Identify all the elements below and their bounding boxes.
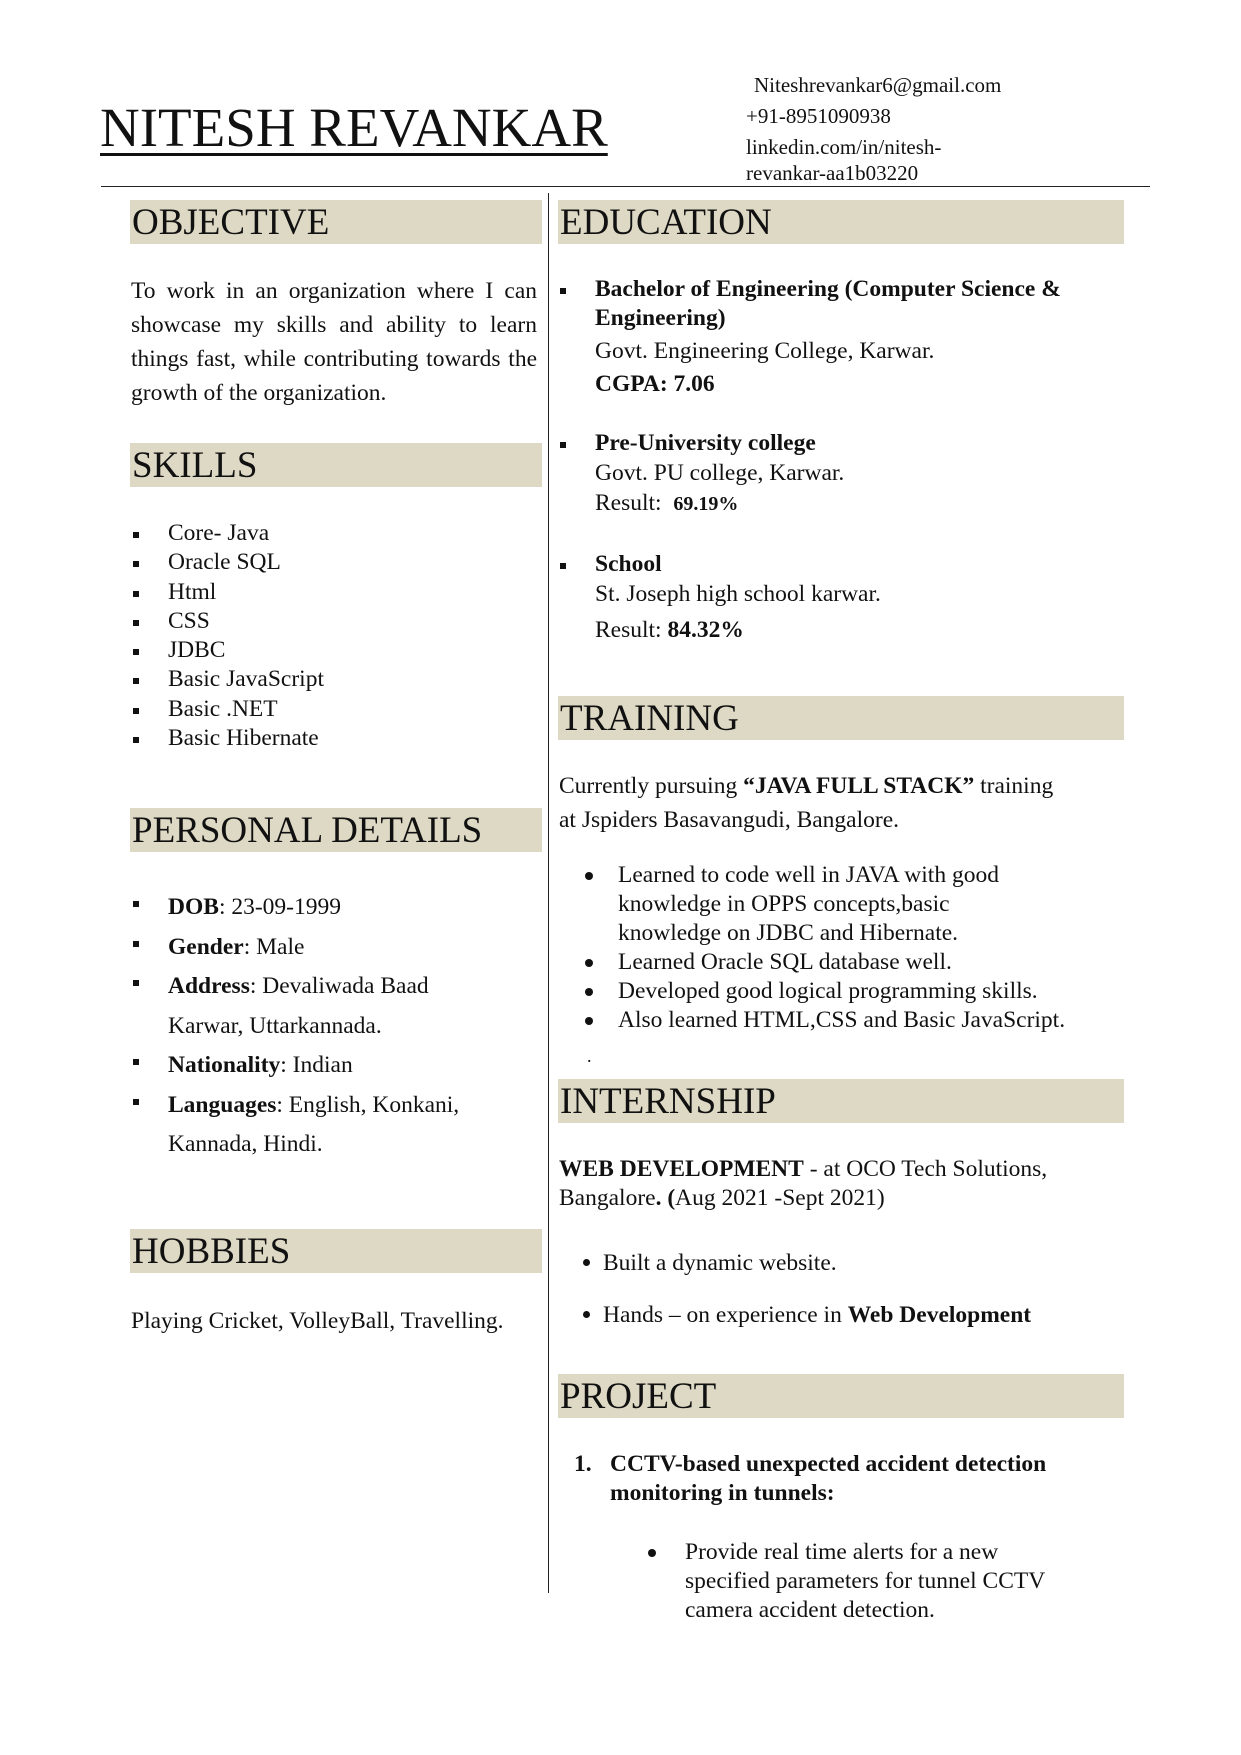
project-number: 1. (574, 1451, 592, 1477)
email-text: Niteshrevankar6@gmail.com (754, 73, 1002, 97)
project-heading: PROJECT (558, 1374, 1124, 1418)
internship-list (603, 1237, 1123, 1341)
skills-list (130, 519, 530, 753)
hobbies-heading: HOBBIES (130, 1229, 542, 1273)
column-divider (548, 193, 549, 1593)
skill-item: Html (130, 578, 530, 607)
address-item: Address: Devaliwada Baad Karwar, Uttarkannada. (130, 967, 530, 1046)
skill-item: Basic JavaScript (130, 665, 530, 694)
education-item-school: School St. Joseph high school karwar. Result: 84.32% (557, 550, 1117, 645)
skill-item: Core- Java (130, 519, 530, 548)
dob-item: DOB: 23-09-1999 (130, 888, 530, 928)
education-item-pu: Pre-University college Govt. PU college, Karwar. Result: 69.19% (557, 429, 1117, 519)
skill-item: CSS (130, 607, 530, 636)
skills-heading: SKILLS (130, 443, 542, 487)
gender-item: Gender: Male (130, 928, 530, 968)
training-heading: TRAINING (558, 696, 1124, 740)
skill-item: Basic Hibernate (130, 724, 530, 753)
skill-item: Basic .NET (130, 695, 530, 724)
skill-item: Oracle SQL (130, 548, 530, 577)
internship-bullet: Built a dynamic website. (603, 1237, 1123, 1289)
header-divider (101, 186, 1150, 187)
project-title: CCTV-based unexpected accident detection monitoring in tunnels: (610, 1451, 1047, 1506)
nationality-item: Nationality: Indian (130, 1046, 530, 1086)
education-list (557, 275, 1117, 645)
hobbies-text: Playing Cricket, VolleyBall, Travelling. (131, 1308, 504, 1334)
personal-details-heading: PERSONAL DETAILS (130, 808, 542, 852)
internship-bullet: Hands – on experience in Web Development (603, 1289, 1123, 1341)
training-bullet: Learned Oracle SQL database well. (618, 948, 1128, 977)
education-heading: EDUCATION (558, 200, 1124, 244)
stray-dot: . (587, 1046, 592, 1066)
objective-heading: OBJECTIVE (130, 200, 542, 244)
candidate-name: NITESH REVANKAR (100, 97, 608, 158)
project-list (648, 1538, 1118, 1625)
training-bullet: Developed good logical programming skills. (618, 977, 1128, 1006)
skill-item: JDBC (130, 636, 530, 665)
linkedin-text-line1: linkedin.com/in/nitesh- (746, 135, 942, 159)
training-bullet: Learned to code well in JAVA with good knowledge in OPPS concepts,basic knowledge on JDBC and Hibernate. (618, 861, 1128, 948)
internship-intro: WEB DEVELOPMENT - at OCO Tech Solutions, Bangalore. (Aug 2021 -Sept 2021) (559, 1156, 1048, 1211)
phone-text: +91-8951090938 (746, 104, 891, 128)
training-list (618, 861, 1128, 1035)
objective-text: To work in an organization where I can showcase my skills and ability to learn things fast, while contributing towards the growth of the organization. (131, 278, 537, 406)
training-intro: Currently pursuing “JAVA FULL STACK” training at Jspiders Basavangudi, Bangalore. (559, 773, 1054, 833)
languages-item: Languages: English, Konkani, Kannada, Hindi. (130, 1086, 530, 1165)
personal-details-list (130, 888, 530, 1165)
linkedin-text-line2: revankar-aa1b03220 (746, 161, 919, 185)
training-bullet: Also learned HTML,CSS and Basic JavaScript. (618, 1006, 1128, 1035)
internship-heading: INTERNSHIP (558, 1079, 1124, 1123)
project-bullet: Provide real time alerts for a new specified parameters for tunnel CCTV camera accident detection. (648, 1538, 1118, 1625)
education-item-be: Bachelor of Engineering (Computer Science & Engineering) Govt. Engineering College, Karwar. CGPA: 7.06 (557, 275, 1117, 399)
contact-block (746, 70, 1001, 189)
